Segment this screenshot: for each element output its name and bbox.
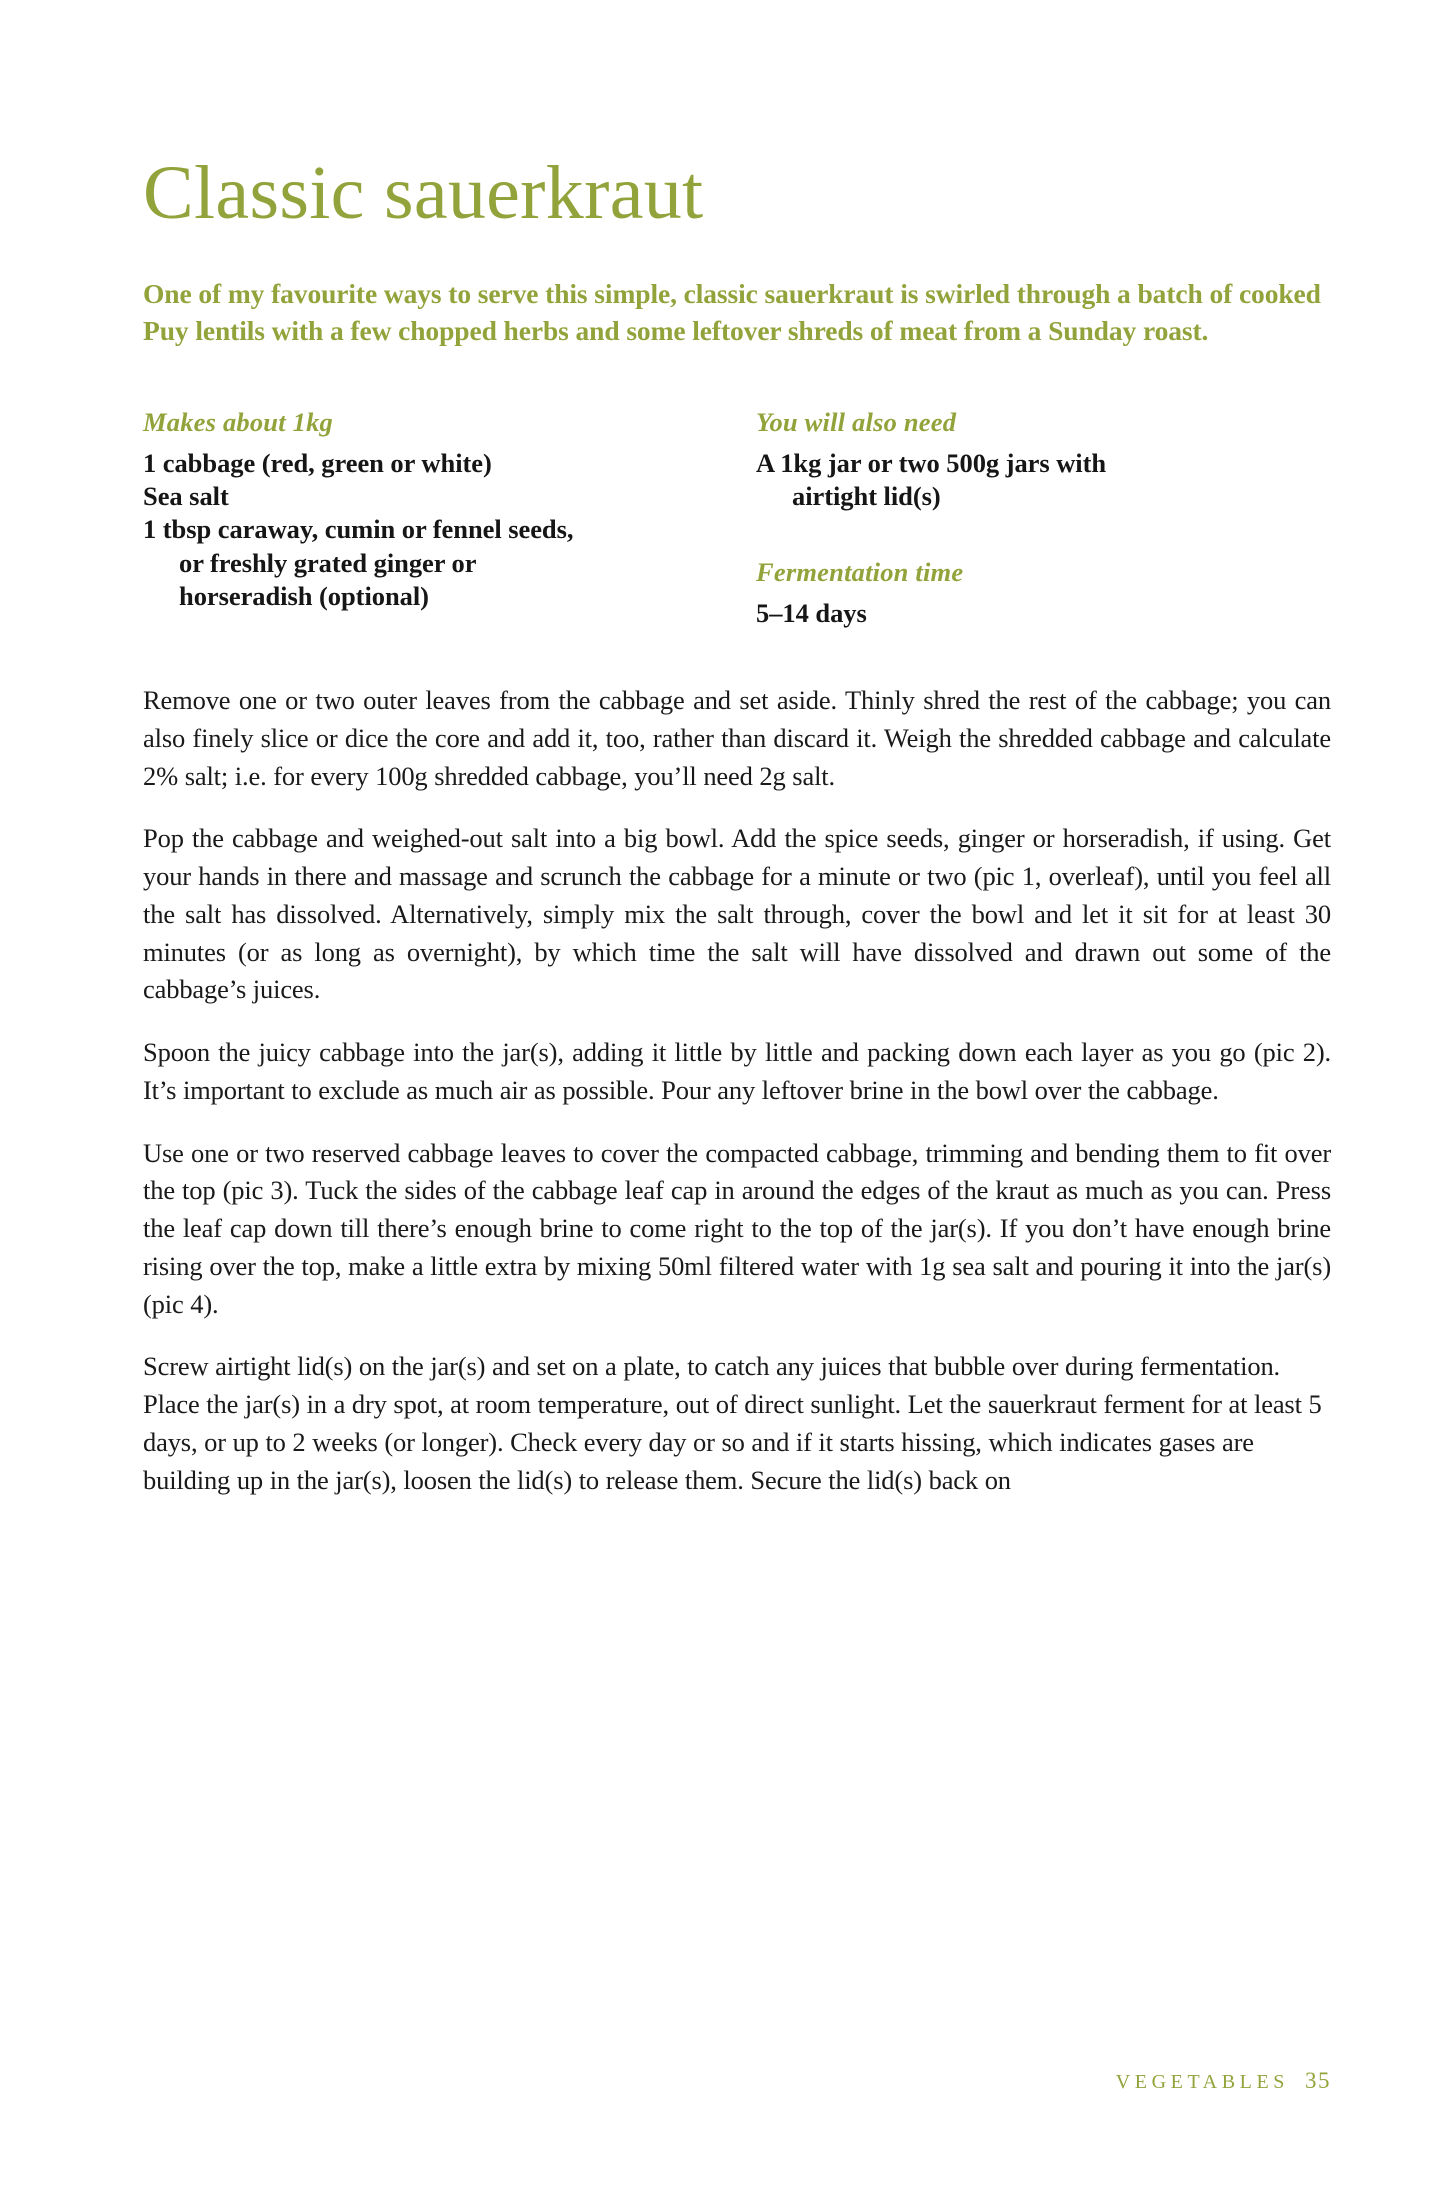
list-item: A 1kg jar or two 500g jars with: [756, 447, 1107, 478]
method-paragraph: Remove one or two outer leaves from the cabbage and set aside. Thinly shred the rest of the cabbage; you can also finely slice or dice the core and add it, too, rather than discard it. Weigh the shredded cabbage and calculate 2% salt; i.e. for every 100g shredded cabbage, you’ll need 2g salt.: [143, 685, 1331, 791]
ingredients-section: [143, 349, 1331, 630]
method-paragraph: Screw airtight lid(s) on the jar(s) and set on a plate, to catch any juices that bubble over during fermentation. Place the jar(s) in a dry spot, at room temperature, out of direct sunlight. Let the sauerkraut ferment for at least 5 days, or up to 2 weeks (or longer). Check every day or so and if it starts hissing, which indicates gases are building up in the jar(s), loosen the lid(s) to release them. Secure the lid(s) back on: [143, 1351, 1322, 1495]
list-item: 5–14 days: [756, 597, 867, 628]
equipment-list: [756, 447, 1331, 514]
method-section: [143, 630, 1331, 1499]
list-item: horseradish (optional): [179, 580, 429, 611]
footer-section-label: VEGETABLES: [1115, 2071, 1289, 2093]
ingredients-column-left: [143, 409, 756, 613]
recipe-intro: One of my favourite ways to serve this simple, classic sauerkraut is swirled through a batch of cooked Puy lentils with a few chopped herbs and some leftover shreds of meat from a Sunday roast.: [143, 278, 1321, 347]
makes-heading: Makes about 1kg: [143, 407, 333, 438]
list-item: 1 tbsp caraway, cumin or fennel seeds,: [143, 514, 574, 545]
method-paragraph: Use one or two reserved cabbage leaves to cover the compacted cabbage, trimming and bending them to fit over the top (pic 3). Tuck the sides of the cabbage leaf cap in around the edges of the kraut as much as you can. Press the leaf cap down till there’s enough brine to come right to the top of the jar(s). If you don’t have enough brine rising over the top, make a little extra by mixing 50ml filtered water with 1g sea salt and pouring it into the jar(s) (pic 4).: [143, 1137, 1331, 1319]
fermentation-time-heading: Fermentation time: [756, 557, 964, 588]
page-content: [143, 0, 1331, 1499]
page-footer: [143, 2068, 1331, 2094]
equipment-heading: You will also need: [756, 407, 957, 438]
list-item: or freshly grated ginger or: [179, 547, 477, 578]
page-number: 35: [1305, 2068, 1331, 2093]
list-item: 1 cabbage (red, green or white): [143, 447, 492, 478]
list-item: Sea salt: [143, 481, 229, 511]
fermentation-time-list: [756, 597, 1331, 630]
page-title: Classic sauerkraut: [143, 151, 704, 235]
ingredients-list: [143, 447, 756, 613]
list-item: airtight lid(s): [792, 481, 941, 511]
method-paragraph: Spoon the juicy cabbage into the jar(s), adding it little by little and packing down each layer as you go (pic 2). It’s important to exclude as much air as possible. Pour any leftover brine in the bowl over the cabbage.: [143, 1037, 1331, 1105]
ingredients-column-right: [756, 409, 1331, 630]
method-paragraph: Pop the cabbage and weighed-out salt into a big bowl. Add the spice seeds, ginger or horseradish, if using. Get your hands in there and massage and scrunch the cabbage for a minute or two (pic 1, overleaf), until you feel all the salt has dissolved. Alternatively, simply mix the salt through, cover the bowl and let it sit for at least 30 minutes (or as long as overnight), by which time the salt will have dissolved and drawn out some of the cabbage’s juices.: [143, 823, 1331, 1005]
